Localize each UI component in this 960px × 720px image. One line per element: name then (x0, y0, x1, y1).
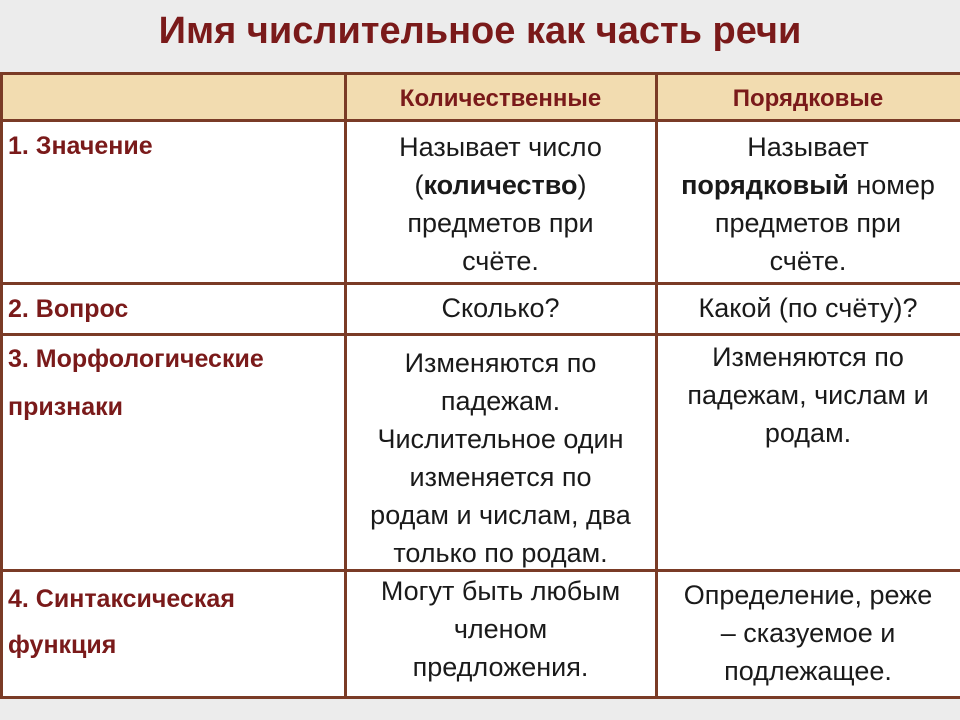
grid-line-left (0, 72, 3, 699)
text-line: Числительное один (377, 424, 624, 454)
header-ordinal-label: Порядковые (732, 85, 884, 112)
label-line: функция (8, 631, 117, 659)
label-line: 4. Синтаксическая (8, 585, 235, 613)
text-line: родам и числам, два (370, 500, 631, 530)
text-fragment: номер (848, 170, 935, 200)
row-syntax-cardinal-cell (345, 570, 656, 698)
text-line: подлежащее. (724, 656, 892, 686)
row-meaning-label-cell (0, 120, 345, 283)
slide-title: Имя числительное как часть речи (158, 10, 802, 52)
text-line: Изменяются по (712, 342, 904, 372)
row-morphology-label-cell (0, 334, 345, 570)
text-line: счёте. (769, 246, 847, 276)
text-line: Сколько? (441, 293, 560, 323)
row-question-label: 2. Вопрос (8, 295, 129, 323)
text-line: изменяется по (409, 462, 592, 492)
row-syntax-label-cell (0, 570, 345, 698)
text-line: Какой (по счёту)? (698, 293, 918, 323)
bold-term-ordinal: порядковый (681, 170, 849, 200)
header-cell-cardinal (345, 73, 656, 120)
grid-line-row1-bottom (0, 282, 960, 285)
row-meaning-cardinal-text (345, 128, 656, 280)
grid-line-row2-bottom (0, 333, 960, 336)
row-question-ordinal-text (656, 289, 960, 327)
row-morphology-cardinal-text (345, 344, 656, 572)
grid-line-header-bottom (0, 119, 960, 122)
text-line: членом (453, 614, 548, 644)
text-line: предметов при (407, 208, 594, 238)
text-fragment: ( (414, 170, 424, 200)
text-line: Определение, реже (683, 580, 933, 610)
text-line: Называет число (399, 132, 602, 162)
text-line: предметов при (714, 208, 902, 238)
row-meaning-label: 1. Значение (8, 132, 153, 160)
header-cardinal-label: Количественные (399, 85, 602, 112)
row-question-ordinal-cell (656, 283, 960, 334)
text-line: предложения. (412, 652, 589, 682)
label-line: признаки (8, 393, 124, 421)
row-question-cardinal-text (345, 289, 656, 327)
grid-line-top (0, 72, 960, 75)
bold-term-quantity: количество (423, 170, 578, 200)
header-cell-ordinal (656, 73, 960, 120)
text-line (656, 166, 960, 204)
row-syntax-label (8, 580, 341, 666)
text-line: родам. (764, 418, 852, 448)
text-line: – сказуемое и (720, 618, 896, 648)
grid-line-col1 (344, 72, 347, 699)
grid-line-bottom (0, 696, 960, 699)
row-meaning-ordinal-cell (656, 120, 960, 283)
row-question-cardinal-cell (345, 283, 656, 334)
row-syntax-ordinal-cell (656, 570, 960, 698)
text-line: Изменяются по (404, 348, 597, 378)
label-line: 3. Морфологические (8, 345, 264, 373)
text-line: Называет (747, 132, 869, 162)
row-question-label-cell (0, 283, 345, 334)
text-fragment: ) (577, 170, 587, 200)
row-morphology-ordinal-cell (656, 334, 960, 570)
text-line: падежам, числам и (687, 380, 929, 410)
grid-line-row3-bottom (0, 569, 960, 572)
row-meaning-cardinal-cell (345, 120, 656, 283)
row-syntax-ordinal-text (656, 576, 960, 690)
text-line: только по родам. (393, 538, 608, 568)
text-line (345, 166, 656, 204)
text-line: счёте. (462, 246, 539, 276)
text-line: падежам. (440, 386, 561, 416)
row-morphology-cardinal-cell (345, 334, 656, 570)
row-morphology-ordinal-text (656, 338, 960, 452)
header-corner-cell (0, 73, 345, 120)
text-line: Могут быть любым (380, 576, 621, 606)
row-meaning-ordinal-text (656, 128, 960, 280)
row-morphology-label (8, 342, 341, 428)
grid-line-col2 (655, 72, 658, 699)
row-syntax-cardinal-text (345, 572, 656, 686)
